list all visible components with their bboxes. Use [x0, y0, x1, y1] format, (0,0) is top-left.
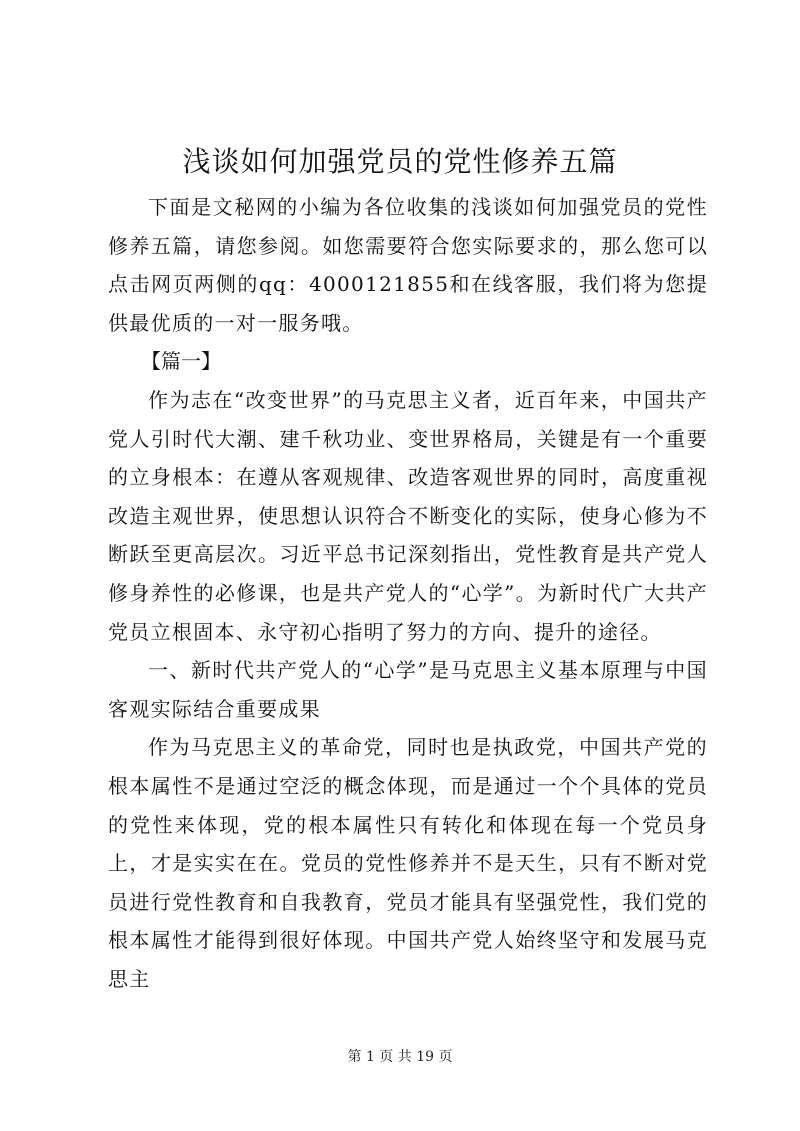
document-title: 浅谈如何加强党员的党性修养五篇 — [182, 145, 618, 178]
intro-paragraph: 下面是文秘网的小编为各位收集的浅谈如何加强党员的党性修养五篇，请您参阅。如您需要符合您实际要求的，那么您可以点击网页两侧的qq：4000121855和在线客服，我们将为您提供最优质的一对一服务哦。 — [108, 195, 708, 335]
section-label: 【篇一】 — [141, 349, 221, 374]
section-heading: 一、新时代共产党人的“心学”是马克思主义基本原理与中国客观实际结合重要成果 — [108, 658, 708, 721]
page-footer: 第 1 页 共 19 页 — [347, 1049, 453, 1065]
body-paragraph: 作为志在“改变世界”的马克思主义者，近百年来，中国共产党人引时代大潮、建千秋功业、变世界格局，关键是有一个重要的立身根本：在遵从客观规律、改造客观世界的同时，高度重视改造主观世界，使思想认识符合不断变化的实际，使身心修为不断跃至更高层次。习近平总书记深刻指出，党性教育是共产党人修身养性的必修课，也是共产党人的“心学”。为新时代广大共产党员立根固本、永守初心指明了努力的方向、提升的途径。 — [108, 387, 708, 644]
body-paragraph: 作为马克思主义的革命党，同时也是执政党，中国共产党的根本属性不是通过空泛的概念体现，而是通过一个个具体的党员的党性来体现，党的根本属性只有转化和体现在每一个党员身上，才是实实在在。党员的党性修养并不是天生，只有不断对党员进行党性教育和自我教育，党员才能具有坚强党性，我们党的根本属性才能得到很好体现。中国共产党人始终坚守和发展马克思主 — [108, 735, 708, 991]
document-body — [108, 188, 708, 998]
